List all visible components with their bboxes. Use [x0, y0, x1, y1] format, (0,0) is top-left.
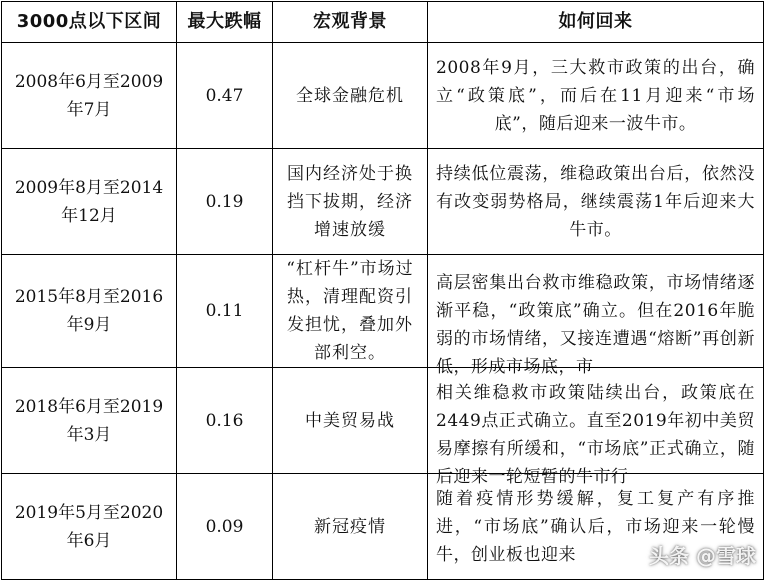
cell-period: 2018年6月至2019年3月: [2, 368, 177, 474]
watermark-text: 头条 @雪球: [649, 543, 756, 568]
table-row: [2, 474, 764, 580]
cell-max-drop: 0.11: [177, 255, 273, 368]
cell-recovery: [428, 368, 764, 487]
table-row: [2, 43, 764, 149]
recovery-text: 相关维稳救市政策陆续出台，政策底在2449点正式确立。直至2019年初中美贸易摩擦有所缓和，“市场底”正式确立，随后迎来一轮短暂的牛市行: [436, 382, 755, 487]
recovery-text: 2008年9月，三大救市政策的出台，确立“政策底”，而后在11月迎来“市场底”，随后迎来一波牛市。: [436, 57, 755, 134]
recovery-text: 高层密集出台救市维稳政策，市场情绪逐渐平稳，“政策底”确立。但在2016年脆弱的市场情绪，又接连遭遇“熔断”再创新低，形成市场底，市: [436, 273, 755, 377]
cell-background: 新冠疫情: [273, 474, 428, 580]
cell-max-drop: 0.16: [177, 368, 273, 474]
cell-period: 2015年8月至2016年9月: [2, 255, 177, 368]
cell-background: “杠杆牛”市场过热，清理配资引发担忧，叠加外部利空。: [273, 255, 428, 368]
cell-period: 2019年5月至2020年6月: [2, 474, 177, 580]
table-row: [2, 368, 764, 474]
cell-period: 2009年8月至2014年12月: [2, 149, 177, 255]
recovery-text: 随着疫情形势缓解，复工复产有序推进，“市场底”确认后，市场迎来一轮慢牛，创业板也迎来: [436, 488, 755, 565]
cell-recovery: [428, 474, 764, 580]
cell-background: 国内经济处于换挡下拔期，经济增速放缓: [273, 149, 428, 255]
table-row: [2, 149, 764, 255]
cell-max-drop: 0.09: [177, 474, 273, 580]
cell-recovery: [428, 255, 764, 377]
recovery-text: 持续低位震荡，维稳政策出台后，依然没有改变弱势格局，继续震荡1年后迎来大牛市。: [436, 163, 755, 240]
cell-max-drop: 0.47: [177, 43, 273, 149]
header-recovery: 如何回来: [428, 2, 764, 43]
header-background: 宏观背景: [273, 2, 428, 43]
table-header-row: [2, 2, 764, 43]
cell-background: 中美贸易战: [273, 368, 428, 474]
cell-background: 全球金融危机: [273, 43, 428, 149]
cell-recovery: [428, 43, 764, 149]
header-max-drop: 最大跌幅: [177, 2, 273, 43]
cell-max-drop: 0.19: [177, 149, 273, 255]
market-bottom-table: [1, 1, 764, 580]
table-row: [2, 255, 764, 368]
cell-period: 2008年6月至2009年7月: [2, 43, 177, 149]
header-period: 3000点以下区间: [2, 2, 177, 43]
cell-recovery: [428, 149, 764, 255]
